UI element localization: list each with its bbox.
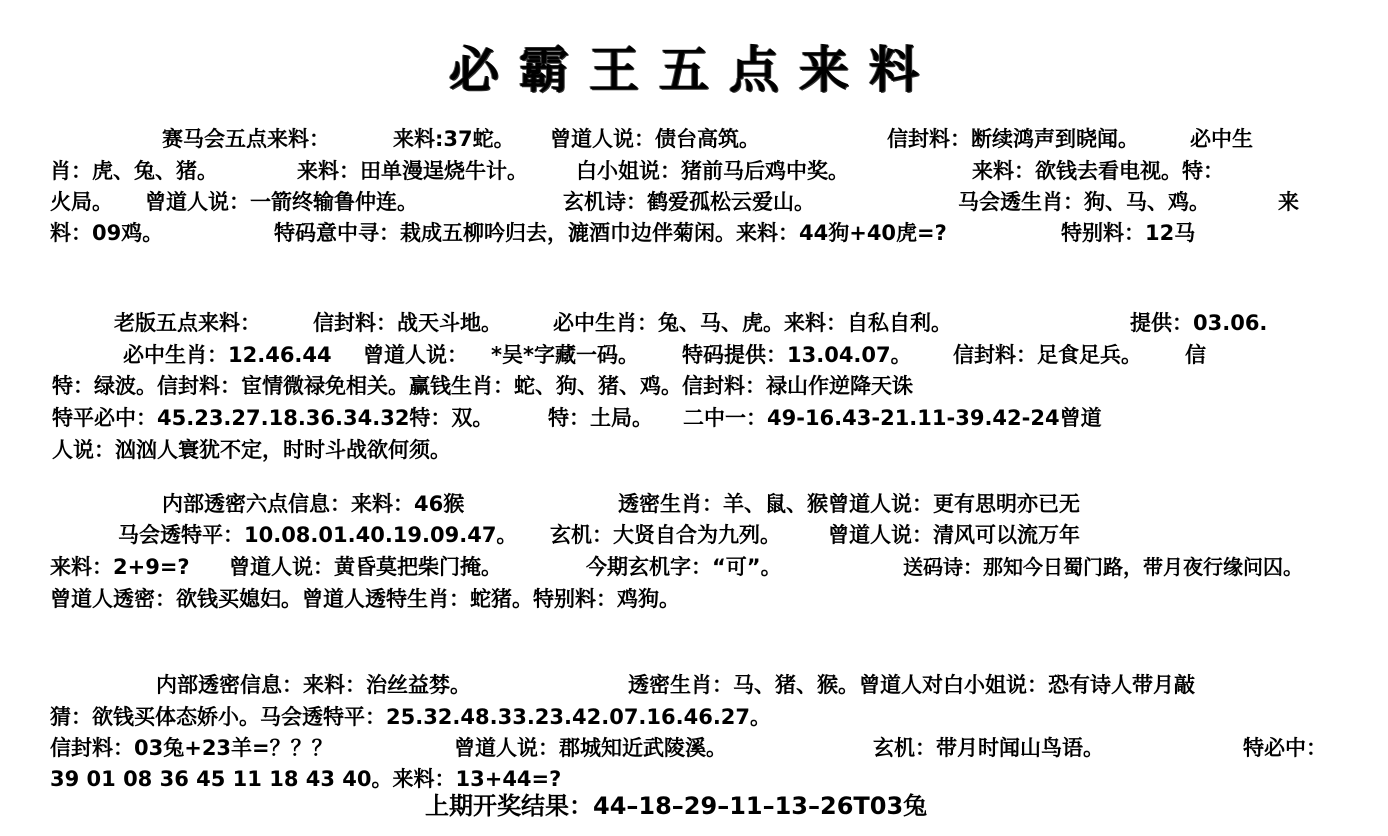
page-title: 必霸王五点来料 [449, 40, 939, 99]
text-segment: 送码诗：那知今日蜀门路，带月夜行缘问囚。 [903, 555, 1303, 579]
text-segment: 特必中： [1243, 736, 1327, 760]
s4-line-1 [0, 670, 1388, 700]
s3-line-2 [0, 520, 1388, 550]
text-segment: 马会透特平：10.08.01.40.19.09.47。 [118, 523, 518, 547]
text-segment: 提供：03.06. [1130, 311, 1268, 335]
text-segment: 必中生 [1190, 127, 1253, 151]
text-segment: 曾道人说：债台高筑。 [550, 127, 760, 151]
text-segment: 玄机：带月时闻山鸟语。 [873, 736, 1104, 760]
text-segment: 来料：田单漫逞烧牛计。 [297, 159, 528, 183]
text-segment: 曾道人说： [363, 343, 468, 367]
s2-line-3 [0, 371, 1388, 401]
s4-line-3 [0, 733, 1388, 763]
text-segment: 猜：欲钱买体态娇小。马会透特平：25.32.48.33.23.42.07.16.46.27。 [50, 705, 772, 729]
text-segment: 来料：2+9=? [50, 555, 190, 579]
text-segment: 信封料：足食足兵。 [953, 343, 1142, 367]
text-segment: 特：土局。 [548, 406, 653, 430]
s3-line-4 [0, 584, 1388, 614]
s3-line-1 [0, 489, 1388, 519]
s2-line-5 [0, 435, 1388, 465]
text-segment: 二中一：49-16.43-21.11-39.42-24曾道 [683, 406, 1102, 430]
text-segment: 赛马会五点来料： [162, 127, 330, 151]
text-segment: 信 [1185, 343, 1206, 367]
s3-line-3 [0, 552, 1388, 582]
s1-line-4 [0, 218, 1388, 248]
text-segment: 玄机：大贤自合为九列。 [550, 523, 781, 547]
text-segment: 料：09鸡。 [50, 221, 164, 245]
text-segment: 来料：欲钱去看电视。特： [972, 159, 1224, 183]
text-segment: 特码意中寻：栽成五柳吟归去，漉酒巾边伴菊闲。来料：44狗+40虎=? [274, 221, 947, 245]
s1-line-1 [0, 124, 1388, 154]
s2-line-1 [0, 308, 1388, 338]
s1-line-2 [0, 156, 1388, 186]
text-segment: 老版五点来料： [114, 311, 261, 335]
text-segment: 马会透生肖：狗、马、鸡。 [958, 190, 1210, 214]
text-segment: 人说：汹汹人寰犹不定，时时斗战欲何须。 [52, 438, 451, 462]
text-segment: 信封料：战天斗地。 [313, 311, 502, 335]
text-segment: 白小姐说：猪前马后鸡中奖。 [576, 159, 849, 183]
text-segment: 曾道人说：一箭终输鲁仲连。 [145, 190, 418, 214]
text-segment: 特平必中：45.23.27.18.36.34.32特：双。 [52, 406, 494, 430]
text-segment: 信封料：03兔+23羊=？？？ [50, 736, 333, 760]
s2-line-4 [0, 403, 1388, 433]
text-segment: 信封料：断续鸿声到晓闻。 [887, 127, 1139, 151]
text-segment: 特：绿波。信封料：宦情微禄免相关。赢钱生肖：蛇、狗、猪、鸡。信封料：禄山作逆降天诛 [52, 374, 913, 398]
text-segment: 内部透密六点信息：来料：46猴 [162, 492, 465, 516]
text-segment: 曾道人透密：欲钱买媳妇。曾道人透特生肖：蛇猪。特别料：鸡狗。 [50, 587, 680, 611]
text-segment: 曾道人说：清风可以流万年 [828, 523, 1080, 547]
text-segment: 透密生肖：马、猪、猴。曾道人对白小姐说：恐有诗人带月敲 [628, 673, 1195, 697]
last-draw-result: 上期开奖结果：44–18–29–11–13–26T03兔 [425, 792, 928, 820]
text-segment: 必中生肖：12.46.44 [123, 343, 332, 367]
text-segment: 39 01 08 36 45 11 18 43 40。来料：13+44=? [50, 767, 562, 791]
s1-line-3 [0, 187, 1388, 217]
text-segment: 特别料：12马 [1061, 221, 1196, 245]
s2-line-2 [0, 340, 1388, 370]
s4-line-2 [0, 702, 1388, 732]
text-segment: 透密生肖：羊、鼠、猴曾道人说：更有思明亦已无 [618, 492, 1080, 516]
text-segment: 肖：虎、兔、猪。 [50, 159, 218, 183]
text-segment: 来料:37蛇。 [393, 127, 515, 151]
text-segment: 曾道人说：郡城知近武陵溪。 [454, 736, 727, 760]
text-segment: 玄机诗：鹤爱孤松云爱山。 [563, 190, 815, 214]
text-segment: 火局。 [50, 190, 113, 214]
text-segment: *吴*字藏一码。 [491, 343, 639, 367]
text-segment: 内部透密信息：来料：治丝益棼。 [156, 673, 471, 697]
text-segment: 来 [1278, 190, 1299, 214]
text-segment: 曾道人说：黄昏莫把柴门掩。 [229, 555, 502, 579]
text-segment: 特码提供：13.04.07。 [682, 343, 912, 367]
text-segment: 今期玄机字：“可”。 [586, 555, 782, 579]
text-segment: 必中生肖：兔、马、虎。来料：自私自利。 [553, 311, 952, 335]
